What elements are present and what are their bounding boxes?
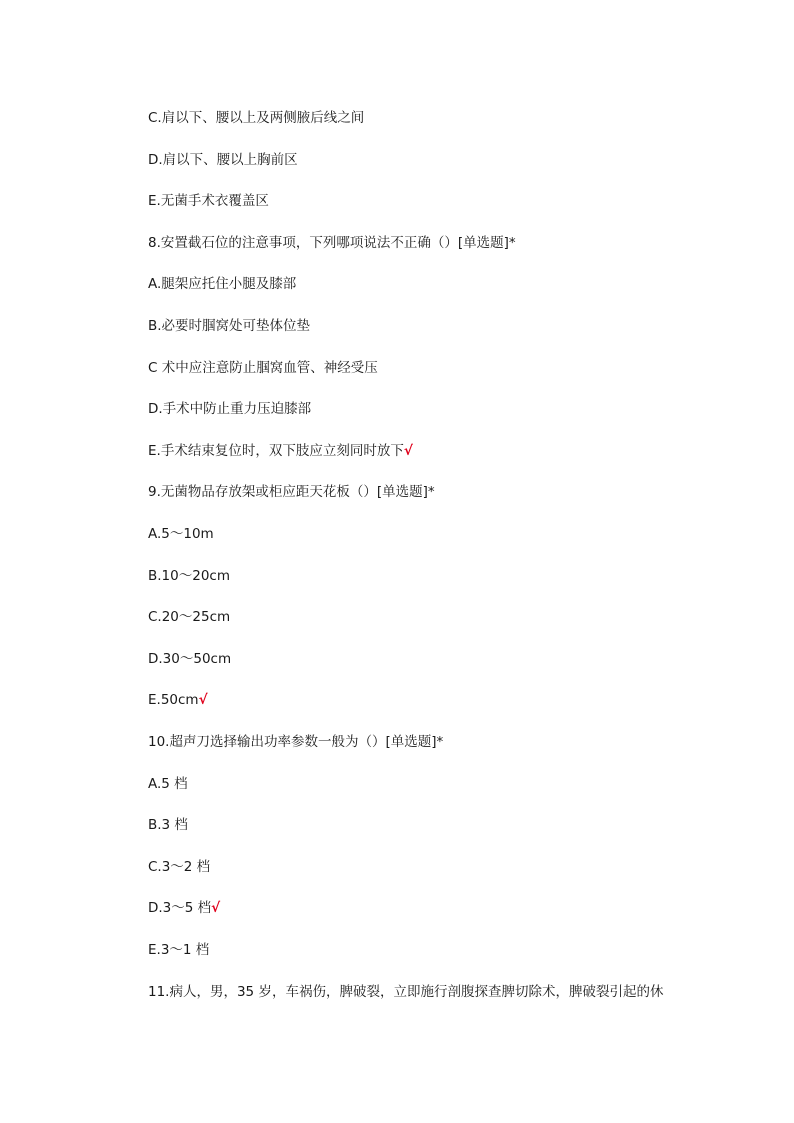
question-9: 9.无菌物品存放架或柜应距天花板（）[单选题]* bbox=[148, 484, 435, 500]
option-c-q7: C.肩以下、腰以上及两侧腋后线之间 bbox=[148, 110, 365, 126]
option-e-q7: E.无菌手术衣覆盖区 bbox=[148, 193, 269, 209]
question-10: 10.超声刀选择输出功率参数一般为（）[单选题]* bbox=[148, 734, 444, 750]
option-e-q9: E.50cm√ bbox=[148, 692, 208, 708]
option-d-q8: D.手术中防止重力压迫膝部 bbox=[148, 401, 312, 417]
option-d-q7: D.肩以下、腰以上胸前区 bbox=[148, 152, 298, 168]
correct-check-mark: √ bbox=[198, 692, 208, 708]
option-a-q9: A.5～10m bbox=[148, 526, 214, 542]
question-8: 8.安置截石位的注意事项，下列哪项说法不正确（）[单选题]* bbox=[148, 235, 516, 251]
correct-check-mark: √ bbox=[403, 443, 413, 459]
option-d-q9: D.30～50cm bbox=[148, 651, 232, 667]
option-c-q8: C 术中应注意防止腘窝血管、神经受压 bbox=[148, 360, 378, 376]
option-c-q9: C.20～25cm bbox=[148, 609, 231, 625]
correct-check-mark: √ bbox=[211, 900, 221, 916]
question-11: 11.病人，男，35 岁，车祸伤，脾破裂，立即施行剖腹探查脾切除术，脾破裂引起的休 bbox=[148, 984, 664, 1000]
option-b-q9: B.10～20cm bbox=[148, 568, 230, 584]
option-b-q10: B.3 档 bbox=[148, 817, 188, 833]
option-e-q8: E.手术结束复位时，双下肢应立刻同时放下√ bbox=[148, 443, 413, 459]
option-d-q10: D.3～5 档√ bbox=[148, 900, 221, 916]
option-b-q8: B.必要时腘窝处可垫体位垫 bbox=[148, 318, 311, 334]
option-a-q8: A.腿架应托住小腿及膝部 bbox=[148, 276, 297, 292]
option-a-q10: A.5 档 bbox=[148, 776, 188, 792]
option-e-q10: E.3～1 档 bbox=[148, 942, 210, 958]
option-c-q10: C.3～2 档 bbox=[148, 859, 211, 875]
